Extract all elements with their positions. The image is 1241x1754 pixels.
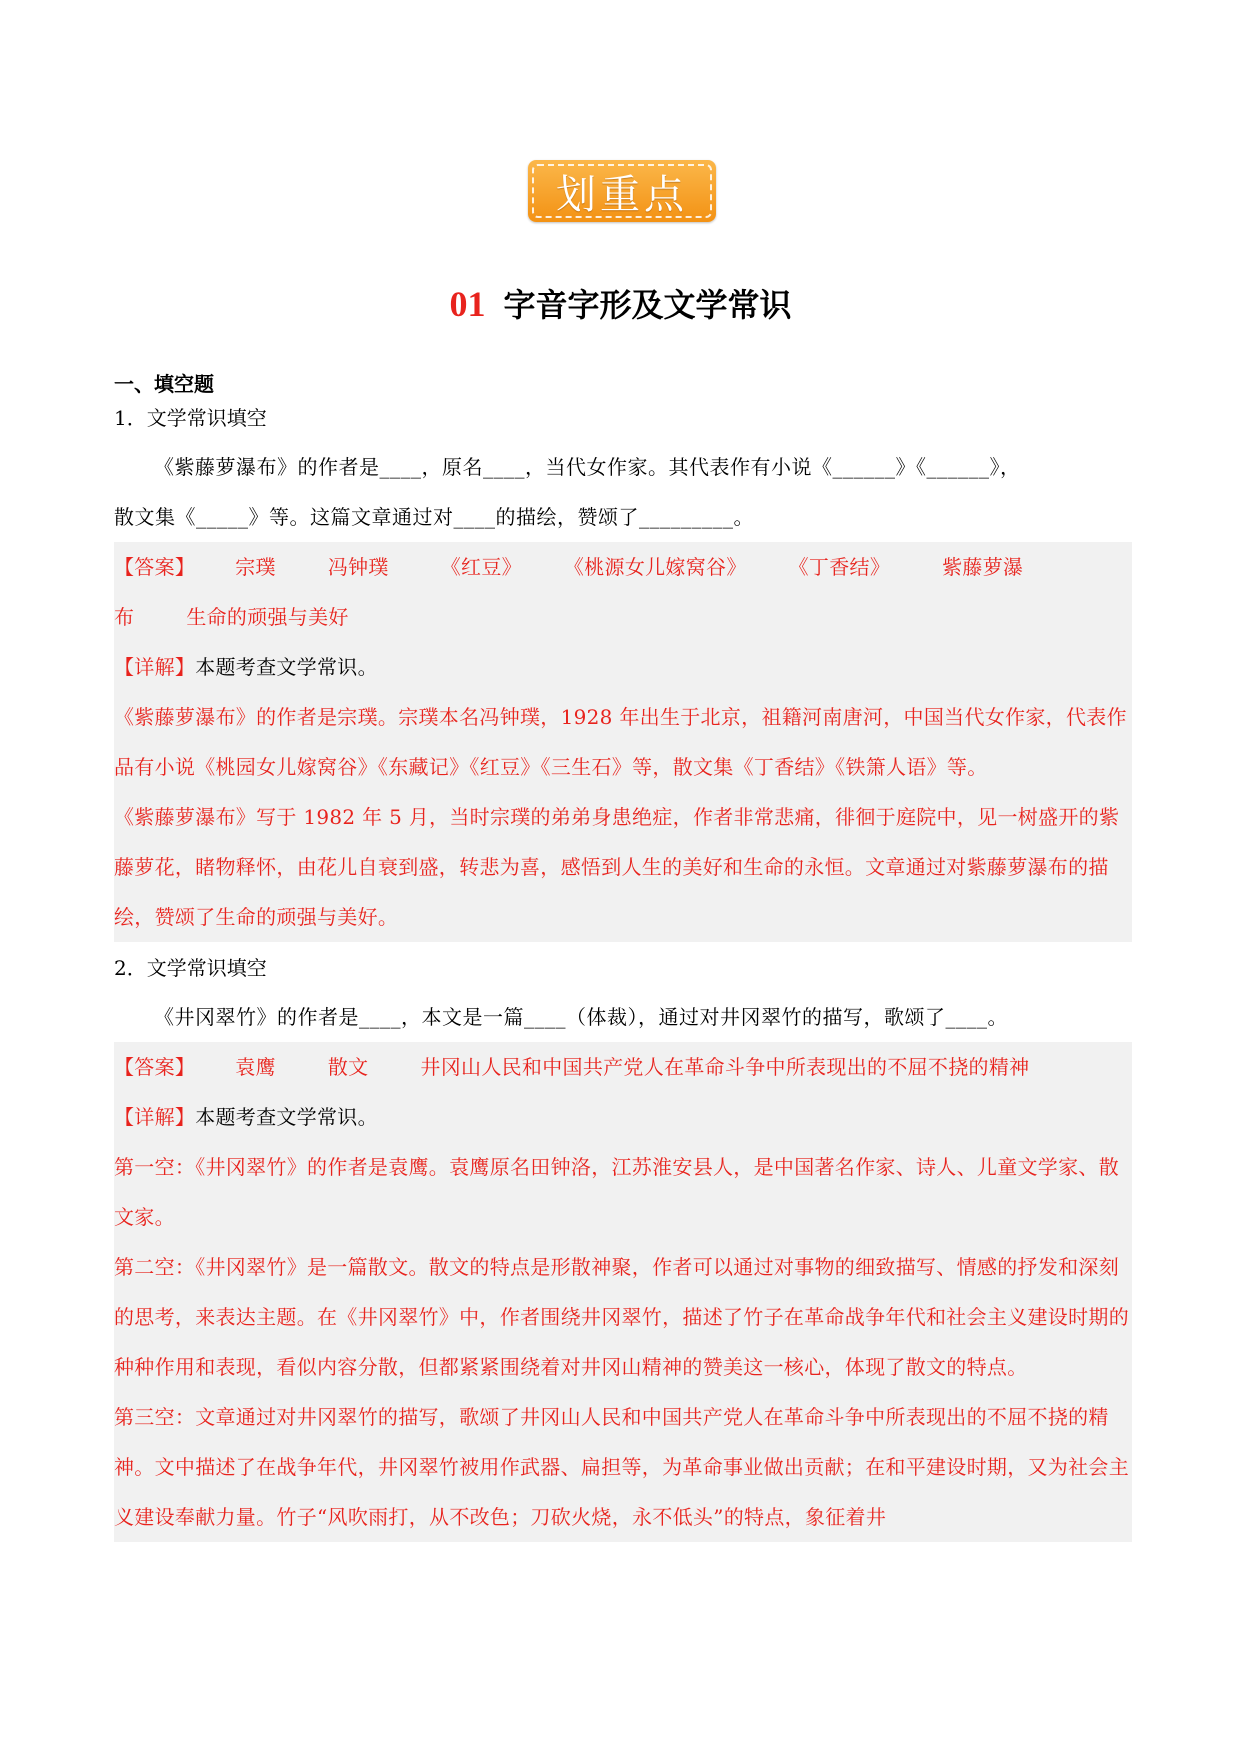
- question-1-title: 1．文学常识填空: [114, 406, 267, 430]
- detail-intro-text: 本题考查文学常识。: [195, 1105, 378, 1129]
- question-1-answer-line-wrap: [114, 592, 1132, 642]
- badge-text: 划重点: [556, 171, 688, 218]
- question-1-stem-line1: 《紫藤萝瀑布》的作者是____，原名____，当代女作家。其代表作有小说《______》《______》，: [154, 455, 1021, 479]
- question-2-answer-block: [114, 1042, 1132, 1542]
- question-2-title: 2．文学常识填空: [114, 956, 267, 980]
- answer-tag: 【答案】: [114, 555, 196, 579]
- question-1-detail-intro: [114, 642, 1132, 692]
- section-number: 01: [449, 284, 486, 324]
- answer-item: 《丁香结》: [798, 555, 891, 579]
- question-1-detail-paragraph: 《紫藤萝瀑布》写于 1982 年 5 月，当时宗璞的弟弟身患绝症，作者非常悲痛，徘徊于庭院中，见一树盛开的紫藤萝花，睹物释怀，由花儿自衰到盛，转悲为喜，感悟到人生的美好和生命的永恒。文章通过对紫藤萝瀑布的描绘，赞颂了生命的顽强与美好。: [114, 805, 1120, 929]
- section-title: [0, 280, 1241, 326]
- question-2-detail-paragraph: 第一空：《井冈翠竹》的作者是袁鹰。袁鹰原名田钟洛，江苏淮安县人，是中国著名作家、诗人、儿童文学家、散文家。: [114, 1155, 1119, 1229]
- answer-item: 《桃源女儿嫁窝谷》: [573, 555, 747, 579]
- question-2-detail-paragraph: 第三空：文章通过对井冈翠竹的描写，歌颂了井冈山人民和中国共产党人在革命斗争中所表现出的不屈不挠的精神。文中描述了在战争年代，井冈翠竹被用作武器、扁担等，为革命事业做出贡献；在和平建设时期，又为社会主义建设奉献力量。竹子“风吹雨打，从不改色；刀砍火烧，永不低头”的特点，象征着井: [114, 1405, 1129, 1529]
- answer-item: 井冈山人民和中国共产党人在革命斗争中所表现出的不屈不挠的精神: [420, 1055, 1030, 1079]
- answer-item: 布: [114, 605, 135, 629]
- question-1-detail-paragraph: 《紫藤萝瀑布》的作者是宗璞。宗璞本名冯钟璞，1928 年出生于北京，祖籍河南唐河，中国当代女作家，代表作品有小说《桃园女儿嫁窝谷》《东藏记》《红豆》《三生石》等，散文集《丁香结》《铁箫人语》等。: [114, 705, 1127, 779]
- content-body: [114, 370, 1132, 1542]
- answer-item: 宗璞: [235, 555, 276, 579]
- answer-item: 袁鹰: [235, 1055, 276, 1079]
- question-1-stem-line2: 散文集《_____》等。这篇文章通过对____的描绘，赞颂了_________。: [114, 505, 754, 529]
- detail-tag: 【详解】: [114, 1105, 196, 1129]
- question-2-detail-paragraph: 第二空：《井冈翠竹》是一篇散文。散文的特点是形散神聚，作者可以通过对事物的细致描写、情感的抒发和深刻的思考，来表达主题。在《井冈翠竹》中，作者围绕井冈翠竹，描述了竹子在革命战争年代和社会主义建设时期的种种作用和表现，看似内容分散，但都紧紧围绕着对井冈山精神的赞美这一核心，体现了散文的特点。: [114, 1255, 1129, 1379]
- question-type-heading: 一、填空题: [114, 372, 214, 396]
- answer-item: 冯钟璞: [327, 555, 389, 579]
- question-2-stem-line1: 《井冈翠竹》的作者是____，本文是一篇____（体裁），通过对井冈翠竹的描写，歌颂了____。: [154, 1005, 1008, 1029]
- detail-intro-text: 本题考查文学常识。: [195, 655, 378, 679]
- answer-item: 散文: [327, 1055, 369, 1079]
- question-1-answer-line: [114, 542, 1132, 592]
- section-heading: 字音字形及文学常识: [503, 286, 792, 324]
- answer-item: 生命的顽强与美好: [186, 605, 349, 629]
- answer-item: 《红豆》: [440, 555, 522, 579]
- answer-item: 紫藤萝瀑: [942, 555, 1024, 579]
- answer-tag: 【答案】: [114, 1055, 196, 1079]
- question-2-answer-line: [114, 1042, 1132, 1092]
- detail-tag: 【详解】: [114, 655, 196, 679]
- question-1-answer-block: [114, 542, 1132, 942]
- question-2-detail-intro: [114, 1092, 1132, 1142]
- highlight-badge: [528, 160, 716, 222]
